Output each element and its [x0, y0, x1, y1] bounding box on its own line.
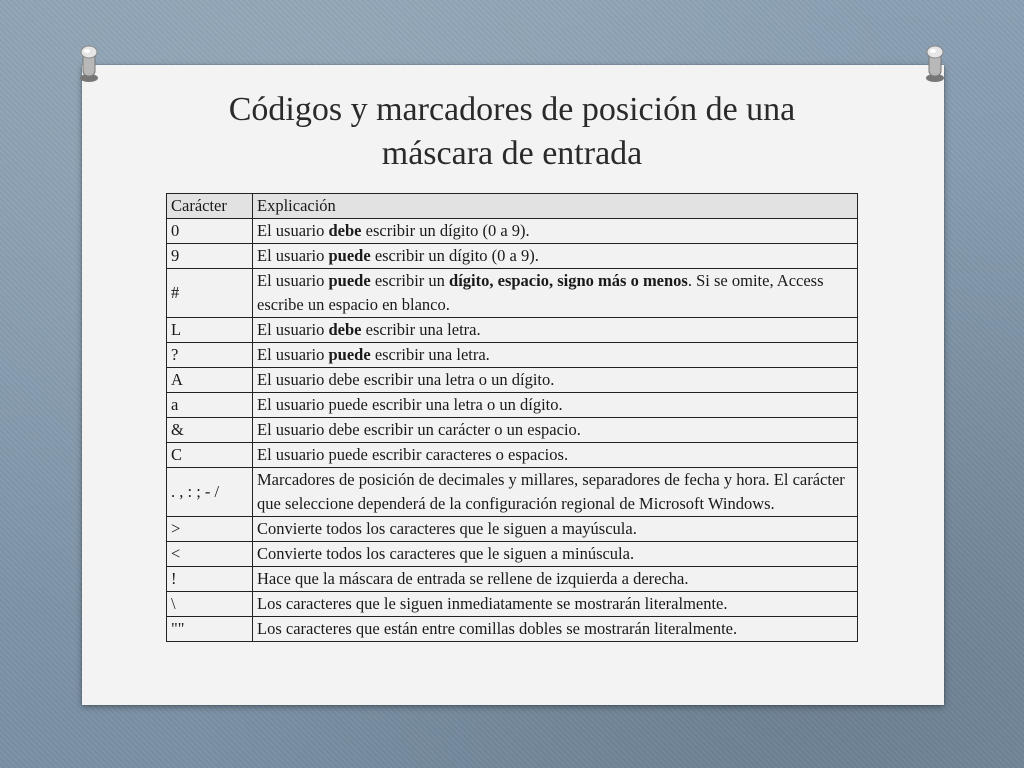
cell-caracter: > [167, 517, 253, 542]
cell-caracter: ? [167, 343, 253, 368]
explanation-text: Los caracteres que le siguen inmediatamente se mostrarán literalmente. [257, 594, 728, 613]
cell-explicacion [253, 368, 858, 393]
explanation-text: escribir un dígito (0 a 9). [361, 221, 530, 240]
cell-caracter: < [167, 542, 253, 567]
table-header-row [167, 194, 858, 219]
cell-explicacion [253, 343, 858, 368]
explanation-text: El usuario debe escribir una letra o un dígito. [257, 370, 555, 389]
slide-title-line-1: Códigos y marcadores de posición de una [228, 91, 796, 128]
emphasis-text: puede [328, 246, 371, 265]
emphasis-text: debe [328, 320, 362, 339]
cell-caracter: . , : ; - / [167, 468, 253, 517]
emphasis-text: debe [328, 221, 362, 240]
cell-caracter: "" [167, 617, 253, 642]
cell-explicacion [253, 592, 858, 617]
cell-explicacion [253, 418, 858, 443]
cell-explicacion [253, 443, 858, 468]
explanation-text: escribir un [370, 271, 450, 290]
explanation-text: escribir un dígito (0 a 9). [370, 246, 539, 265]
cell-caracter: # [167, 269, 253, 318]
emphasis-text: puede [328, 271, 371, 290]
table-row [167, 269, 858, 318]
cell-caracter: \ [167, 592, 253, 617]
emphasis-text: puede [328, 345, 371, 364]
cell-caracter: A [167, 368, 253, 393]
cell-explicacion [253, 269, 858, 318]
explanation-text: Marcadores de posición de decimales y millares, separadores de fecha y hora. El carácter que seleccione dependerá de la configuración regional de Microsoft Windows. [257, 470, 845, 513]
explanation-text: Hace que la máscara de entrada se rellene de izquierda a derecha. [257, 569, 689, 588]
table-row [167, 318, 858, 343]
cell-explicacion [253, 219, 858, 244]
table-row [167, 393, 858, 418]
slide-title-line-2: máscara de entrada [381, 135, 643, 172]
explanation-text: El usuario debe escribir un carácter o un espacio. [257, 420, 581, 439]
cell-caracter: a [167, 393, 253, 418]
explanation-text: Convierte todos los caracteres que le siguen a mayúscula. [257, 519, 637, 538]
table-row [167, 592, 858, 617]
cell-caracter: & [167, 418, 253, 443]
cell-explicacion [253, 468, 858, 517]
explanation-text: El usuario [257, 221, 329, 240]
table-row [167, 443, 858, 468]
cell-explicacion [253, 567, 858, 592]
explanation-text: escribir una letra. [370, 345, 490, 364]
table-row [167, 343, 858, 368]
slide-title [90, 88, 934, 176]
pushpin-right-icon [920, 42, 950, 84]
table-row [167, 244, 858, 269]
explanation-text: . Si se omite, Access escribe un espacio en blanco. [257, 271, 824, 314]
header-caracter: Carácter [167, 194, 253, 219]
explanation-text: El usuario puede escribir caracteres o espacios. [257, 445, 569, 464]
explanation-text: El usuario [257, 345, 329, 364]
explanation-text: Convierte todos los caracteres que le siguen a minúscula. [257, 544, 635, 563]
explanation-text: El usuario [257, 271, 329, 290]
table-row [167, 368, 858, 393]
cell-explicacion [253, 617, 858, 642]
table-row [167, 617, 858, 642]
cell-explicacion [253, 393, 858, 418]
pushpin-left-icon [74, 42, 104, 84]
explanation-text: Los caracteres que están entre comillas dobles se mostrarán literalmente. [257, 619, 738, 638]
table-row [167, 468, 858, 517]
table-row [167, 418, 858, 443]
cell-caracter: 0 [167, 219, 253, 244]
table-row [167, 542, 858, 567]
explanation-text: El usuario puede escribir una letra o un dígito. [257, 395, 563, 414]
cell-explicacion [253, 318, 858, 343]
cell-caracter: 9 [167, 244, 253, 269]
cell-caracter: ! [167, 567, 253, 592]
table-row [167, 517, 858, 542]
table-row [167, 219, 858, 244]
cell-caracter: C [167, 443, 253, 468]
explanation-text: escribir una letra. [361, 320, 481, 339]
input-mask-table [166, 193, 858, 642]
table-body [167, 219, 858, 642]
table-row [167, 567, 858, 592]
cell-caracter: L [167, 318, 253, 343]
explanation-text: El usuario [257, 320, 329, 339]
explanation-text: El usuario [257, 246, 329, 265]
emphasis-text: dígito, espacio, signo más o menos [449, 271, 688, 290]
cell-explicacion [253, 517, 858, 542]
cell-explicacion [253, 542, 858, 567]
cell-explicacion [253, 244, 858, 269]
header-explicacion: Explicación [253, 194, 858, 219]
